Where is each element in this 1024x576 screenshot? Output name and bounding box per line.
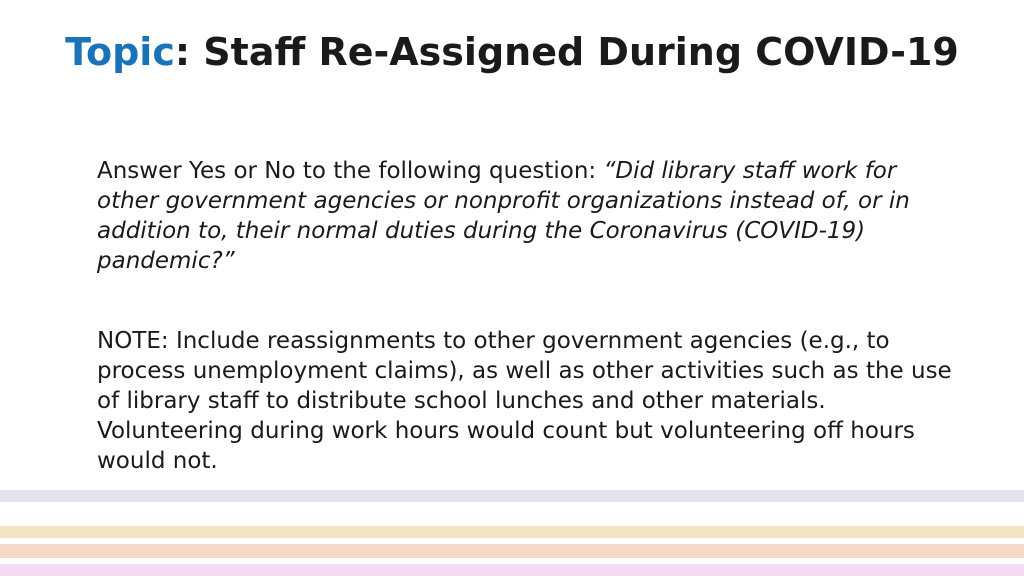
title-separator: : (174, 30, 191, 74)
decorative-stripe-yellow (0, 526, 1024, 538)
question-text: “Did library staff work for other government agencies or nonprofit organizations instead of, or in addition to, their normal duties during the Coronavirus (COVID-19) pandemic?” (97, 158, 910, 274)
question-paragraph (97, 156, 957, 276)
decorative-stripe-gray (0, 490, 1024, 502)
slide-title (0, 28, 1024, 76)
question-lead: Answer Yes or No to the following question: (97, 158, 604, 184)
note-paragraph: NOTE: Include reassignments to other government agencies (e.g., to process unemployment claims), as well as other activities such as the use of library staff to distribute school lunches and other materials. Volunteering during work hours would count but volunteering off hours would not. (97, 328, 952, 474)
decorative-stripe-pink (0, 564, 1024, 576)
title-text: Staff Re-Assigned During COVID-19 (203, 30, 959, 74)
topic-label: Topic (65, 30, 175, 74)
decorative-stripe-gap (0, 502, 1024, 526)
decorative-stripe-peach (0, 544, 1024, 558)
